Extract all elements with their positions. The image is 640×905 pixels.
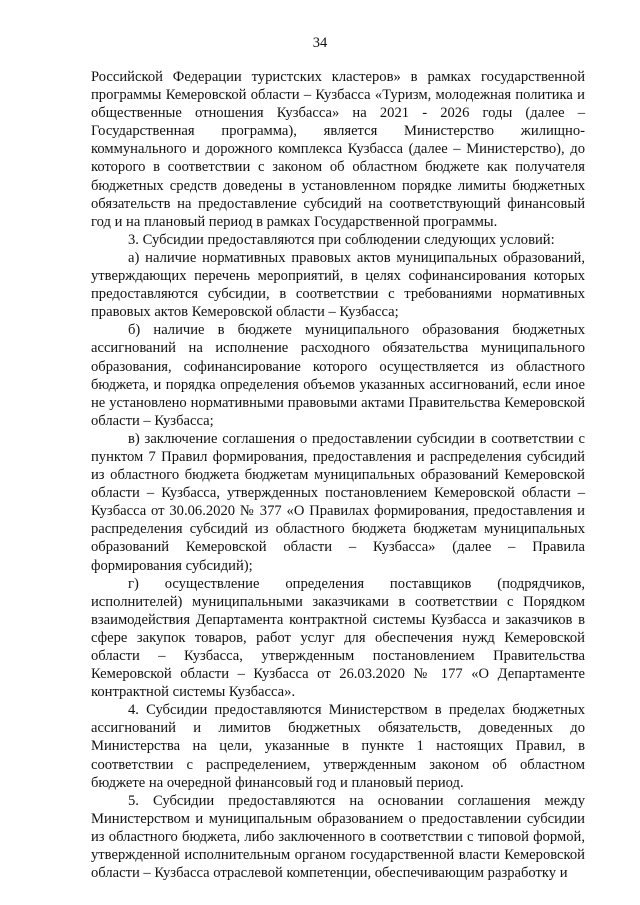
paragraph-4: 4. Субсидии предоставляются Министерством в пределах бюджетных ассигнований и лимитов бюджетных обязательств, доведенных до Министерства на цели, указанные в пункте 1 настоящих Правил, в соответствии с распределением, утвержденным законом об областном бюджете на очередной финансовый год и плановый период. <box>91 702 585 791</box>
paragraph-3v: в) заключение соглашения о предоставлении субсидии в соответствии с пунктом 7 Правил формирования, предоставления и распределения субсидий из областного бюджета бюджетам муниципальных образований Кемеровской области – Кузбасса, утвержденных постановлением Кемеровской области – Кузбасса от 30.06.2020 № 377 «О Правилах формирования, предоставления и распределения субсидий из областного бюджета бюджетам муниципальных образований Кемеровской области – Кузбасса» (далее – Правила формирования субсидий); <box>91 430 585 574</box>
paragraph-3a: а) наличие нормативных правовых актов муниципальных образований, утверждающих перечень мероприятий, в целях софинансирования которых предоставляются субсидии, в соответствии с требованиями нормативных правовых актов Кемеровской области – Кузбасса; <box>91 249 585 321</box>
page-number: 34 <box>312 35 328 51</box>
paragraph-5: 5. Субсидии предоставляются на основании соглашения между Министерством и муниципальным образованием о предоставлении субсидии из областного бюджета, либо заключенного в соответствии с типовой формой, утвержденной исполнительным органом государственной власти Кемеровской области – Кузбасса отраслевой компетенции, обеспечивающим разработку и <box>91 792 585 882</box>
paragraph-continuation: Российской Федерации туристских кластеров» в рамках государственной программы Кемеровской области – Кузбасса «Туризм, молодежная политика и общественные отношения Кузбасса» на 2021 - 2026 годы (далее – Государственная программа), является Министерство жилищно-коммунального и дорожного комплекса Кузбасса (далее – Министерство), до которого в соответствии с законом об областном бюджете как получателя бюджетных средств доведены в установленном порядке лимиты бюджетных обязательств на предоставление субсидий на соответствующий финансовый год и на плановый период в рамках Государственной программы. <box>91 69 585 230</box>
paragraph-3g: г) осуществление определения поставщиков (подрядчиков, исполнителей) муниципальными заказчиками в соответствии с Порядком взаимодействия Департамента контрактной системы Кузбасса и заказчиков в сфере закупок товаров, работ услуг для обеспечения нужд Кемеровской области – Кузбасса, утвержденным постановлением Правительства Кемеровской области – Кузбасса от 26.03.2020 № 177 «О Департаменте контрактной системы Кузбасса». <box>91 575 585 701</box>
paragraph-3-conditions: 3. Субсидии предоставляются при соблюдении следующих условий: <box>128 231 555 248</box>
paragraph-3b: б) наличие в бюджете муниципального образования бюджетных ассигнований на исполнение расходного обязательства муниципального образования, софинансирование которого осуществляется из областного бюджета, и порядка определения объемов указанных ассигнований, если иное не установлено нормативными правовыми актами Правительства Кемеровской области – Кузбасса; <box>91 322 585 429</box>
document-body <box>91 68 585 882</box>
